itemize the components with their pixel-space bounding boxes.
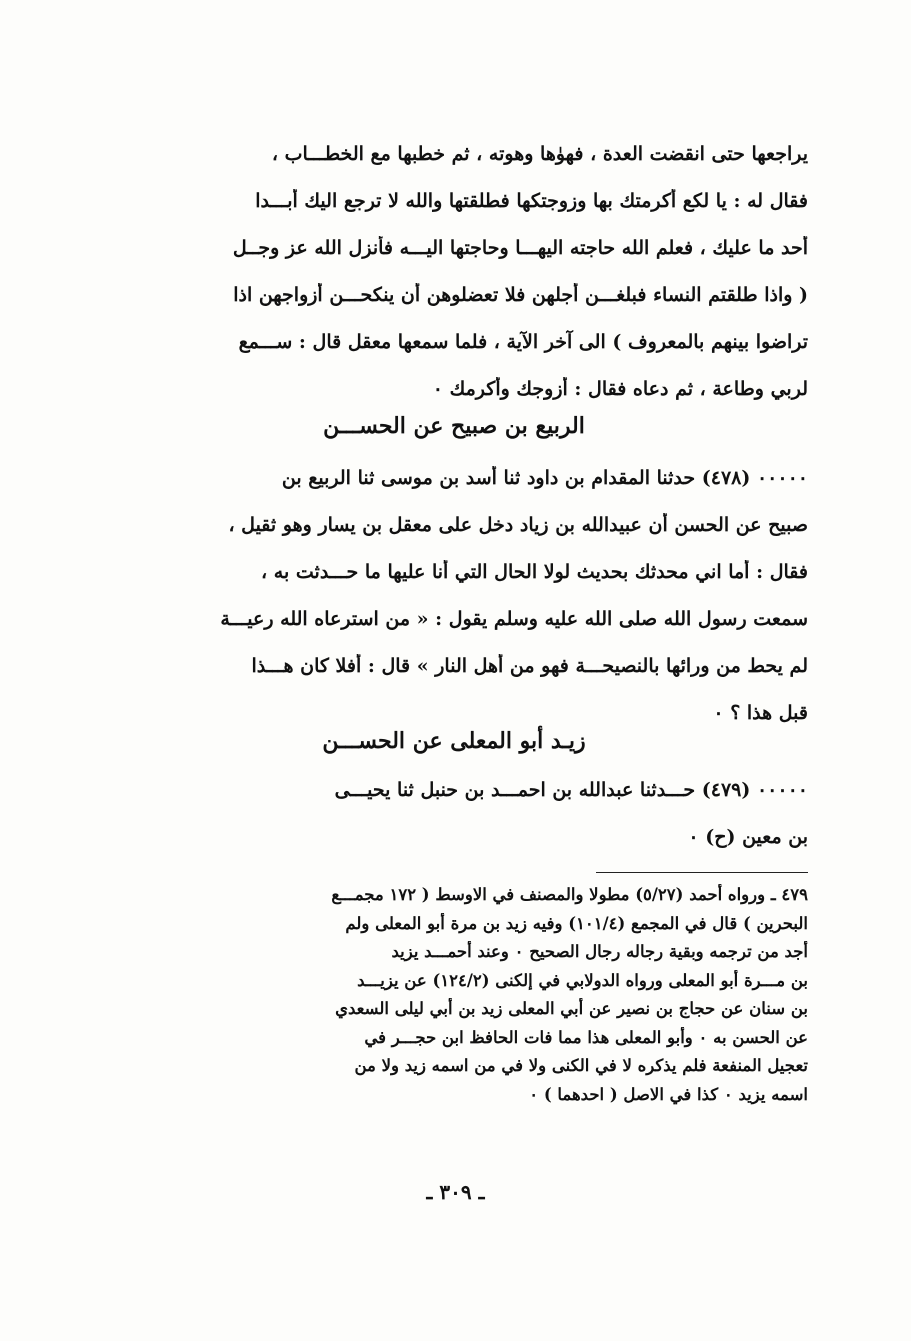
footnote-separator: [596, 872, 808, 873]
footnote-line: تعجيل المنفعة فلم يذكره لا في الكنى ولا في من اسمه زيد ولا من: [354, 1056, 808, 1075]
section-heading: الربيع بن صبيح عن الحســـن: [323, 413, 585, 439]
text-line: يراجعها حتى انقضت العدة ، فهوٰها وهوته ، ثم خطبها مع الخطـــاب ،: [271, 143, 808, 165]
text-line: قبل هذا ؟ ٠: [713, 702, 808, 724]
footnote-line: البحرين ) قال في المجمع (١٠١/٤) وفيه زيد بن مرة أبو المعلى ولم: [345, 913, 808, 933]
paragraph-hadith-479: [100, 778, 808, 872]
text-line: فقال : أما اني محدثك بحديث لولا الحال التي أنا عليها ما حـــدثت به ،: [261, 561, 808, 583]
text-line: لربي وطاعة ، ثم دعاه فقال : أزوجك وأكرمك ٠: [432, 378, 808, 400]
text-line: ( واذا طلقتم النساء فبلغـــن أجلهن فلا تعضلوهن أن ينكحـــن أزواجهن اذا: [233, 284, 808, 306]
footnote-line: عن الحسن به ٠ وأبو المعلى هذا مما فات الحافظ ابن حجـــر في: [364, 1027, 808, 1047]
text-line: فقال له : يا لكع أكرمتك بها وزوجتكها فطلقتها والله لا ترجع اليك أبـــدا: [255, 190, 808, 212]
text-line: أحد ما عليك ، فعلم الله حاجته اليهـــا وحاجتها اليـــه فأنزل الله عز وجــل: [232, 237, 808, 259]
text-line: ٠٠٠٠٠ (٤٧٩) حـــدثنا عبدالله بن احمـــد بن حنبل ثنا يحيـــى: [334, 779, 808, 801]
page-number: ـ ٣٠٩ ـ: [426, 1180, 485, 1204]
footnote-line: بن مـــرة أبو المعلى ورواه الدولابي في إلكنى (١٢٤/٢) عن يزيـــد: [357, 970, 808, 990]
footnote-line: بن سنان عن حجاج بن نصير عن أبي المعلى زيد بن أبي ليلى السعدي: [335, 999, 808, 1018]
text-line: بن معين (ح) ٠: [688, 826, 808, 848]
footnote: [100, 884, 808, 1112]
section-heading: زيـد أبو المعلى عن الحســـن: [322, 728, 586, 754]
footnote-line: أجد من ترجمه وبقية رجاله رجال الصحيح ٠ وعند أحمـــد يزيد: [391, 942, 808, 961]
footnote-line: ٤٧٩ ـ ورواه أحمد (٥/٢٧) مطولا والمصنف في الاوسط ( ١٧٢ مجمـــع: [331, 885, 808, 904]
text-line: لم يحط من ورائها بالنصيحـــة فهو من أهل النار » قال : أفلا كان هـــذا: [251, 655, 808, 677]
footnote-line: اسمه يزيد ٠ كذا في الاصل ( احدهما ) ٠: [529, 1084, 808, 1104]
text-line: تراضوا بينهم بالمعروف ) الى آخر الآية ، فلما سمعها معقل قال : ســـمع: [238, 331, 808, 353]
paragraph-hadith-478: [100, 466, 808, 748]
text-line: سمعت رسول الله صلى الله عليه وسلم يقول : « من استرعاه الله رعيـــة: [220, 608, 808, 630]
text-line: ٠٠٠٠٠ (٤٧٨) حدثنا المقدام بن داود ثنا أسد بن موسى ثنا الربيع بن: [281, 467, 808, 489]
paragraph-continuation: [100, 142, 808, 424]
text-line: صبيح عن الحسن أن عبيدالله بن زياد دخل على معقل بن يسار وهو ثقيل ،: [228, 514, 808, 536]
